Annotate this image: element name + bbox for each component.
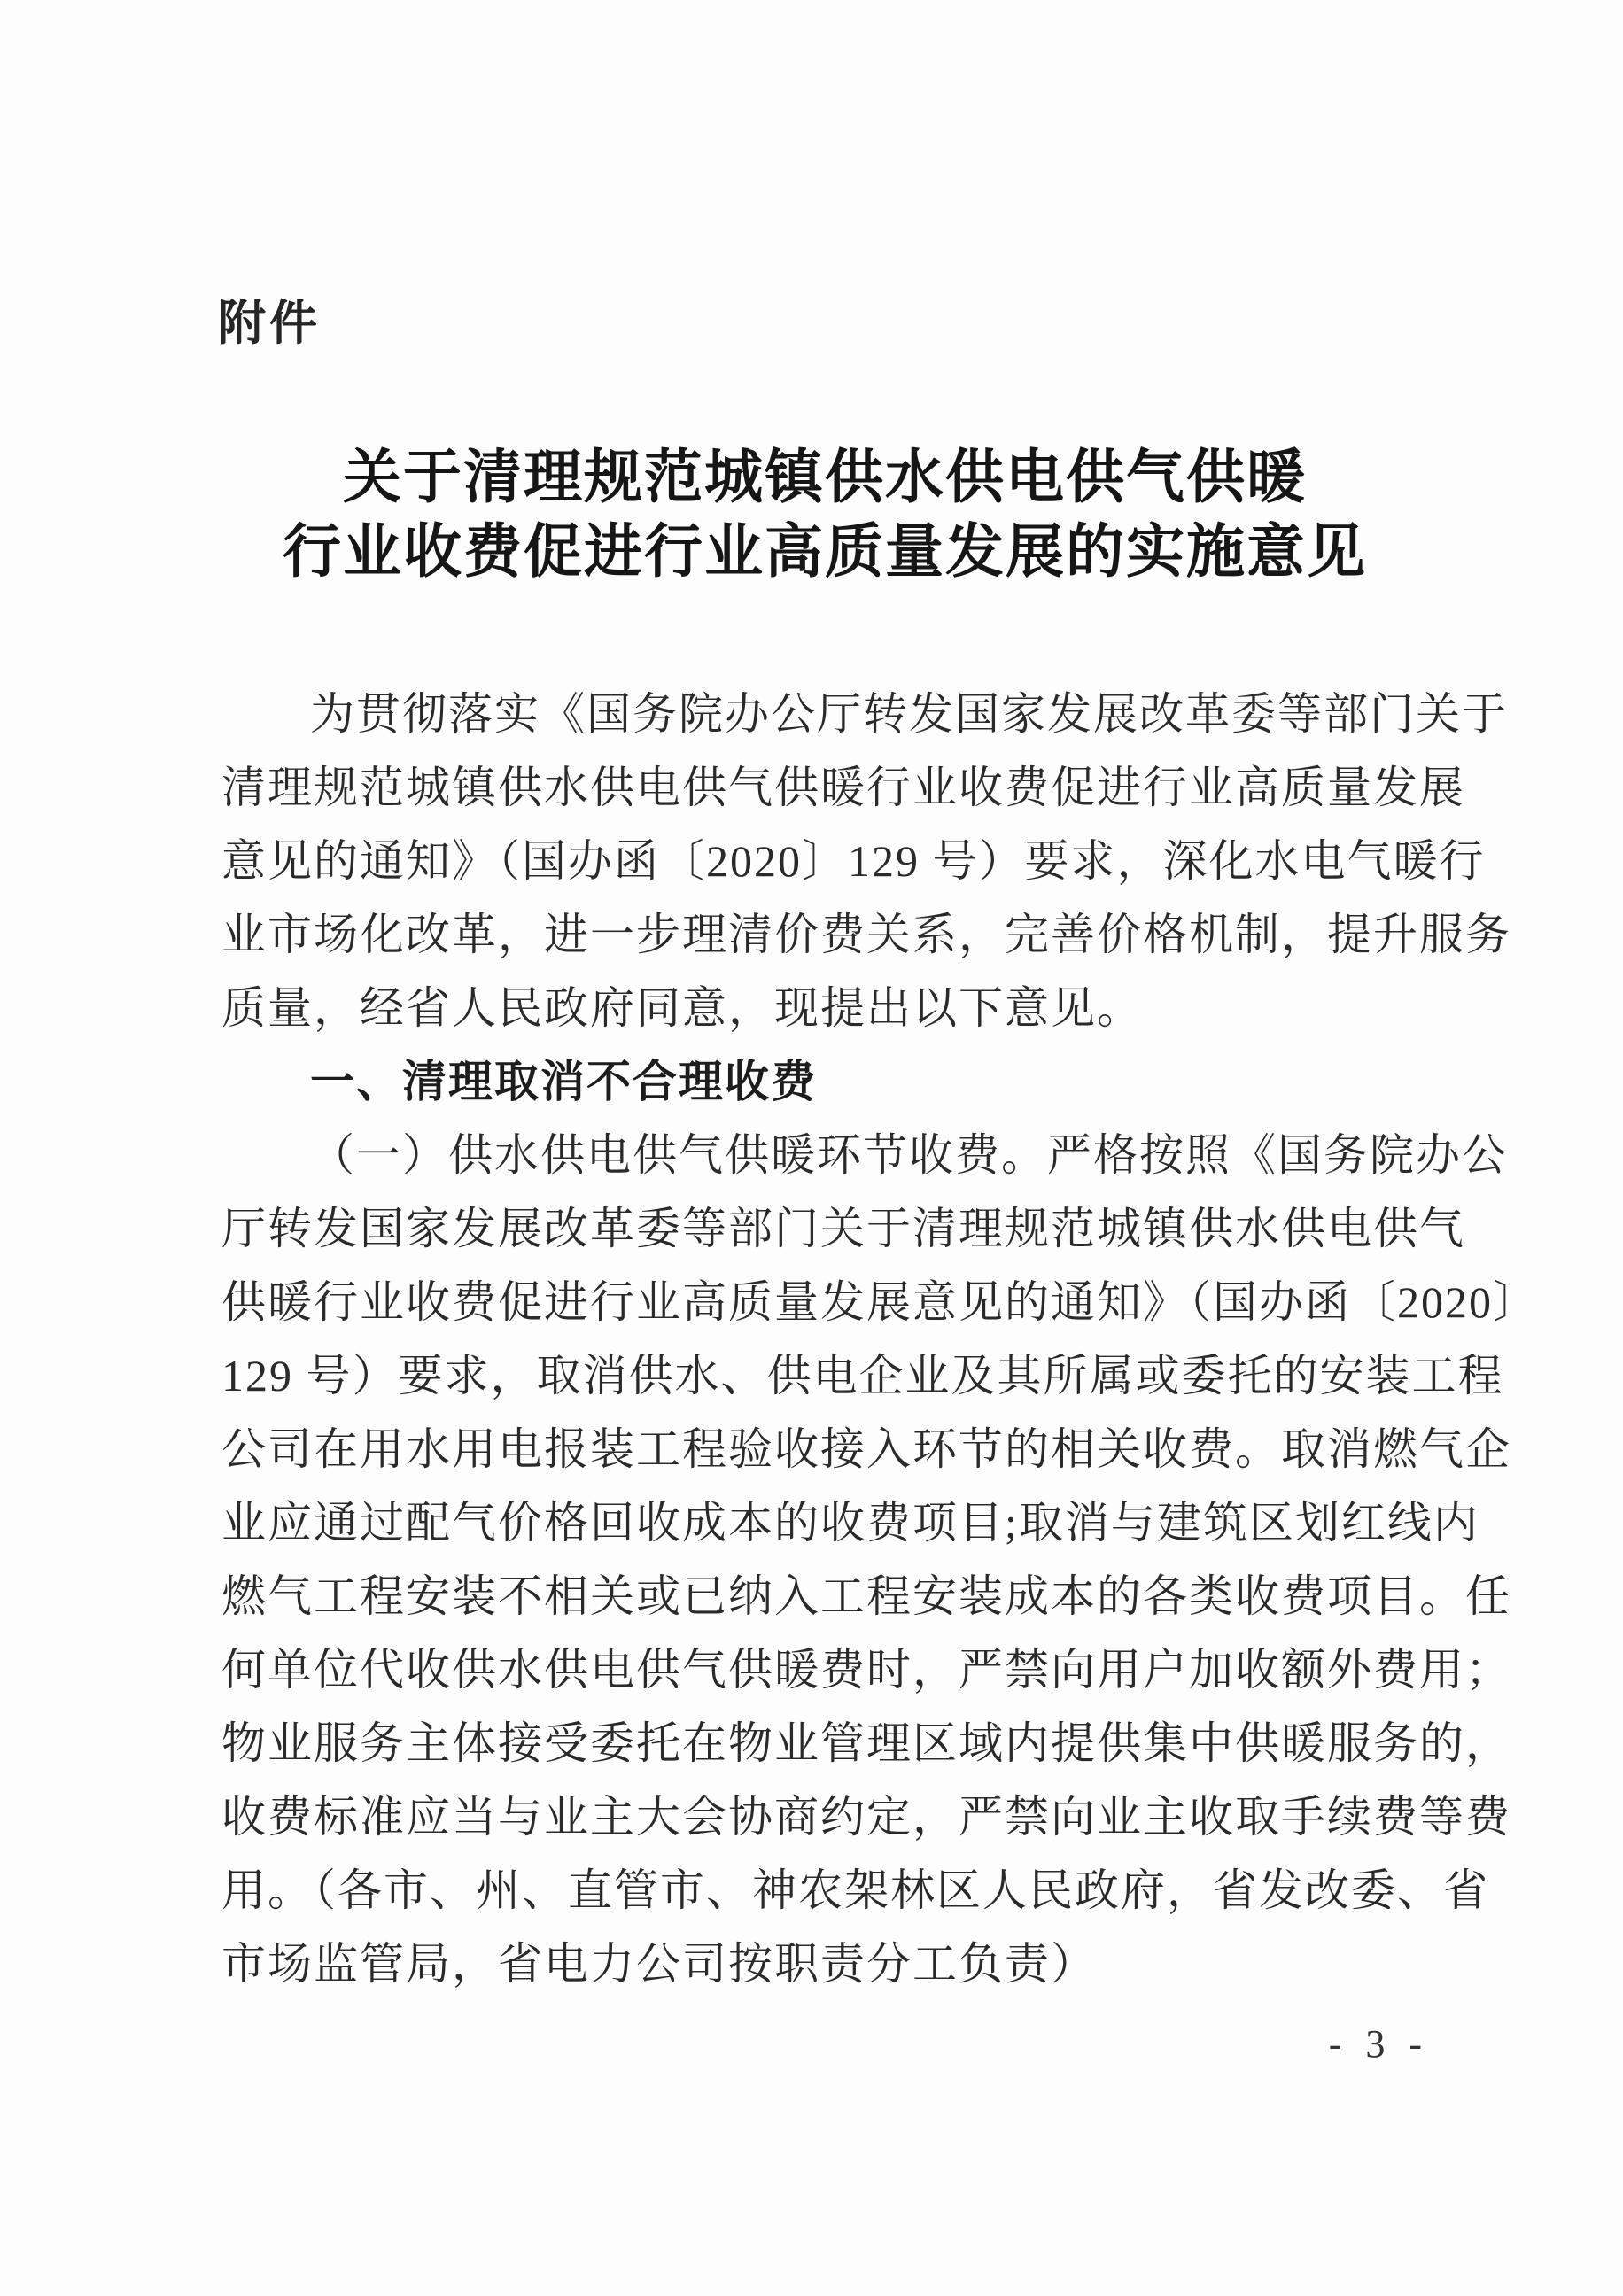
paragraph-line: 公司在用水用电报装工程验收接入环节的相关收费。取消燃气企 <box>221 1424 1511 1474</box>
title-line-1: 关于清理规范城镇供水供电供气供暖 <box>343 446 1307 510</box>
paragraph-line: 129 号）要求，取消供水、供电企业及其所属或委托的安装工程 <box>221 1351 1504 1400</box>
paragraph-line: 质量，经省人民政府同意，现提出以下意见。 <box>221 983 1143 1033</box>
attachment-label: 附件 <box>218 297 321 350</box>
document-body <box>221 678 1539 2001</box>
section-heading: 一、清理取消不合理收费 <box>310 1057 817 1106</box>
paragraph-line: 收费标准应当与业主大会协商约定，严禁向业主收取手续费等费 <box>221 1792 1511 1842</box>
paragraph-line: 厅转发国家发展改革委等部门关于清理规范城镇供水供电供气 <box>221 1204 1465 1253</box>
paragraph-line: 供暖行业收费促进行业高质量发展意见的通知》（国办函〔2020〕 <box>221 1277 1539 1327</box>
paragraph-line: （一）供水供电供气供暖环节收费。严格按照《国务院办公 <box>310 1130 1508 1180</box>
paragraph-line: 市场监管局，省电力公司按职责分工负责） <box>221 1939 1097 1989</box>
paragraph-line: 物业服务主体接受委托在物业管理区域内提供集中供暖服务的， <box>221 1718 1511 1768</box>
document-title <box>27 441 1623 590</box>
paragraph-line: 用。（各市、州、直管市、神农架林区人民政府，省发改委、省 <box>221 1866 1489 1915</box>
paragraph-line: 为贯彻落实《国务院办公厅转发国家发展改革委等部门关于 <box>310 689 1508 739</box>
page-number: - 3 - <box>1328 2022 1429 2066</box>
paragraph-line: 清理规范城镇供水供电供气供暖行业收费促进行业高质量发展 <box>221 763 1465 812</box>
paragraph-line: 燃气工程安装不相关或已纳入工程安装成本的各类收费项目。任 <box>221 1571 1511 1621</box>
title-line-2: 行业收费促进行业高质量发展的实施意见 <box>283 520 1367 585</box>
paragraph-line: 业市场化改革，进一步理清价费关系，完善价格机制，提升服务 <box>221 910 1511 959</box>
paragraph-line: 何单位代收供水供电供气供暖费时，严禁向用户加收额外费用； <box>221 1645 1511 1695</box>
paragraph-line: 业应通过配气价格回收成本的收费项目;取消与建筑区划红线内 <box>221 1498 1479 1547</box>
paragraph-line: 意见的通知》（国办函〔2020〕129 号）要求，深化水电气暖行 <box>221 836 1486 886</box>
